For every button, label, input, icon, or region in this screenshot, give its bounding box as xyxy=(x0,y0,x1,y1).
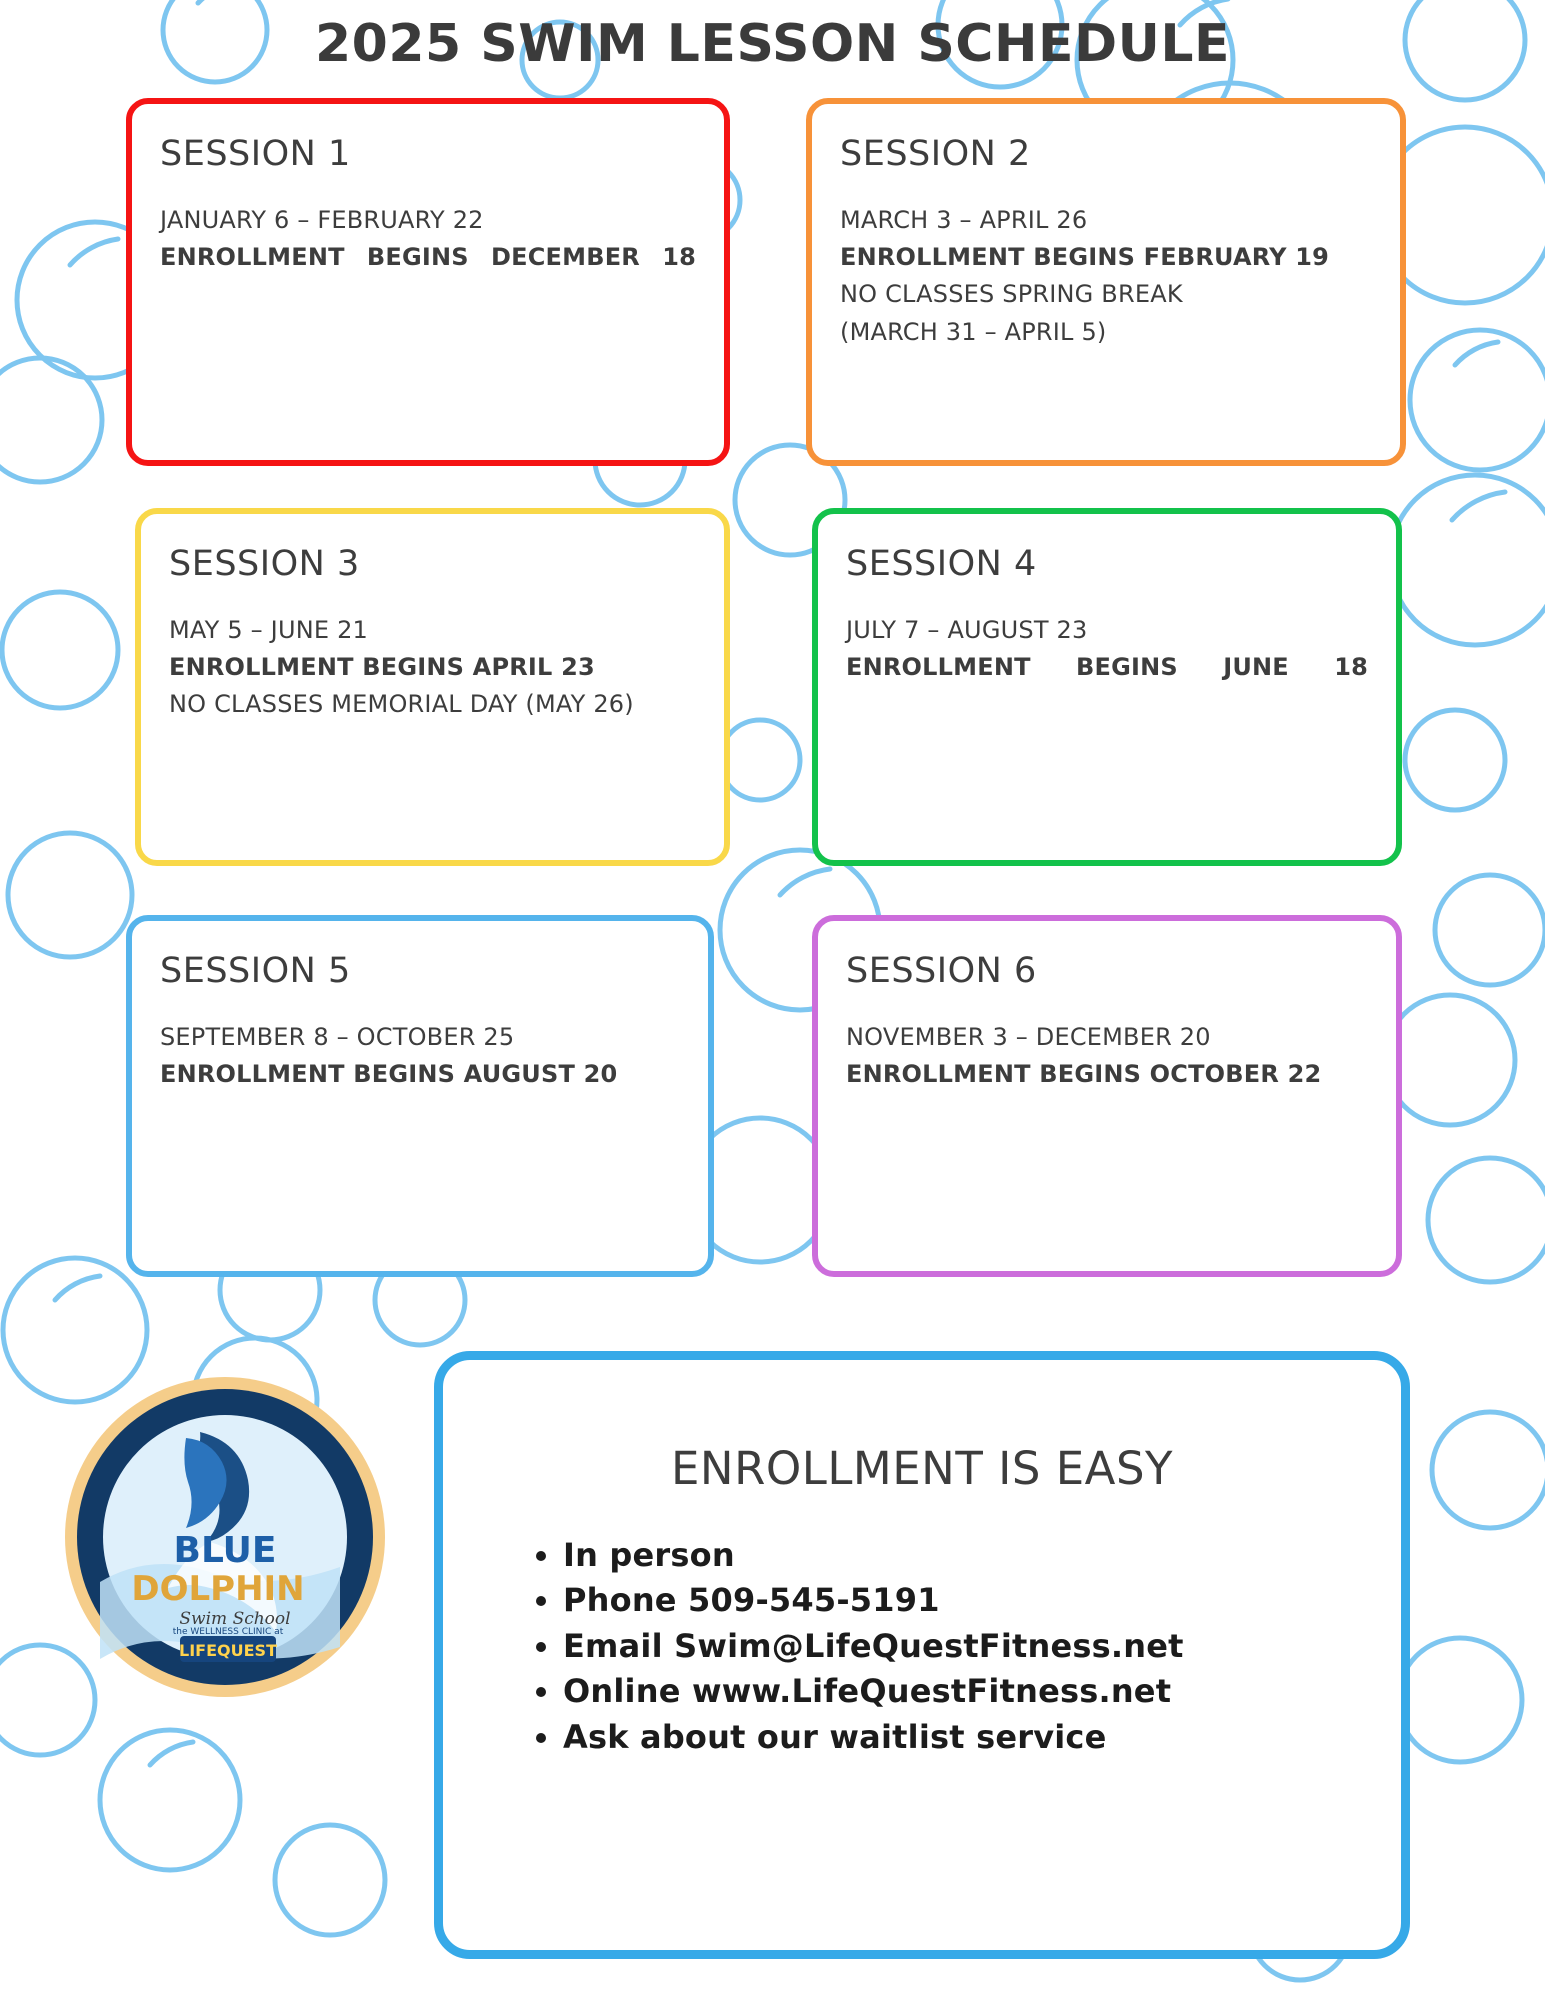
blue-dolphin-logo xyxy=(60,1372,390,1702)
enrollment-title: ENROLLMENT IS EASY xyxy=(670,1442,1174,1495)
session-note-2: (MARCH 31 – APRIL 5) xyxy=(840,317,1107,346)
session-enrollment: ENROLLMENT BEGINS APRIL 23 xyxy=(169,653,595,682)
session-card-1 xyxy=(126,98,730,466)
session-dates: JULY 7 – AUGUST 23 xyxy=(846,616,1088,644)
session-dates: NOVEMBER 3 – DECEMBER 20 xyxy=(846,1023,1211,1051)
session-card-2 xyxy=(806,98,1406,466)
list-item: • Phone 509-545-5191 xyxy=(563,1578,1401,1623)
session-dates: MAY 5 – JUNE 21 xyxy=(169,616,369,644)
logo-line-5: the WELLNESS CLINIC at xyxy=(172,1627,284,1637)
logo-line-3: Swim School xyxy=(179,1609,291,1629)
logo-line-2: DOLPHIN xyxy=(131,1569,305,1609)
session-card-5 xyxy=(126,915,714,1277)
list-item: • Ask about our waitlist service xyxy=(563,1715,1401,1760)
list-item: • In person xyxy=(563,1533,1401,1578)
list-item: • Email Swim@LifeQuestFitness.net xyxy=(563,1624,1401,1669)
session-title: SESSION 5 xyxy=(160,951,351,991)
session-title: SESSION 4 xyxy=(846,544,1037,584)
session-enrollment: ENROLLMENT BEGINS OCTOBER 22 xyxy=(846,1060,1322,1089)
session-title: SESSION 6 xyxy=(846,951,1037,991)
enrollment-card xyxy=(434,1351,1410,1959)
session-dates: MARCH 3 – APRIL 26 xyxy=(840,206,1088,234)
session-enrollment: ENROLLMENT BEGINS DECEMBER 18 xyxy=(160,243,696,272)
session-card-6 xyxy=(812,915,1402,1277)
session-card-3 xyxy=(135,508,730,866)
session-card-4 xyxy=(812,508,1402,866)
page-title: 2025 SWIM LESSON SCHEDULE xyxy=(314,14,1231,74)
session-note-1: NO CLASSES SPRING BREAK xyxy=(840,280,1183,309)
enrollment-list xyxy=(443,1533,1401,1760)
session-enrollment: ENROLLMENT BEGINS AUGUST 20 xyxy=(160,1060,618,1089)
session-enrollment: ENROLLMENT BEGINS JUNE 18 xyxy=(846,653,1368,682)
logo-line-1: BLUE xyxy=(173,1530,277,1571)
list-item: • Online www.LifeQuestFitness.net xyxy=(563,1669,1401,1714)
session-note-1: NO CLASSES MEMORIAL DAY (MAY 26) xyxy=(169,690,634,719)
session-title: SESSION 3 xyxy=(169,544,360,584)
session-title: SESSION 2 xyxy=(840,134,1031,174)
session-dates: JANUARY 6 – FEBRUARY 22 xyxy=(160,206,484,234)
session-dates: SEPTEMBER 8 – OCTOBER 25 xyxy=(160,1023,515,1051)
logo-line-4: LIFEQUEST xyxy=(179,1641,277,1660)
session-title: SESSION 1 xyxy=(160,134,351,174)
session-enrollment: ENROLLMENT BEGINS FEBRUARY 19 xyxy=(840,243,1330,272)
